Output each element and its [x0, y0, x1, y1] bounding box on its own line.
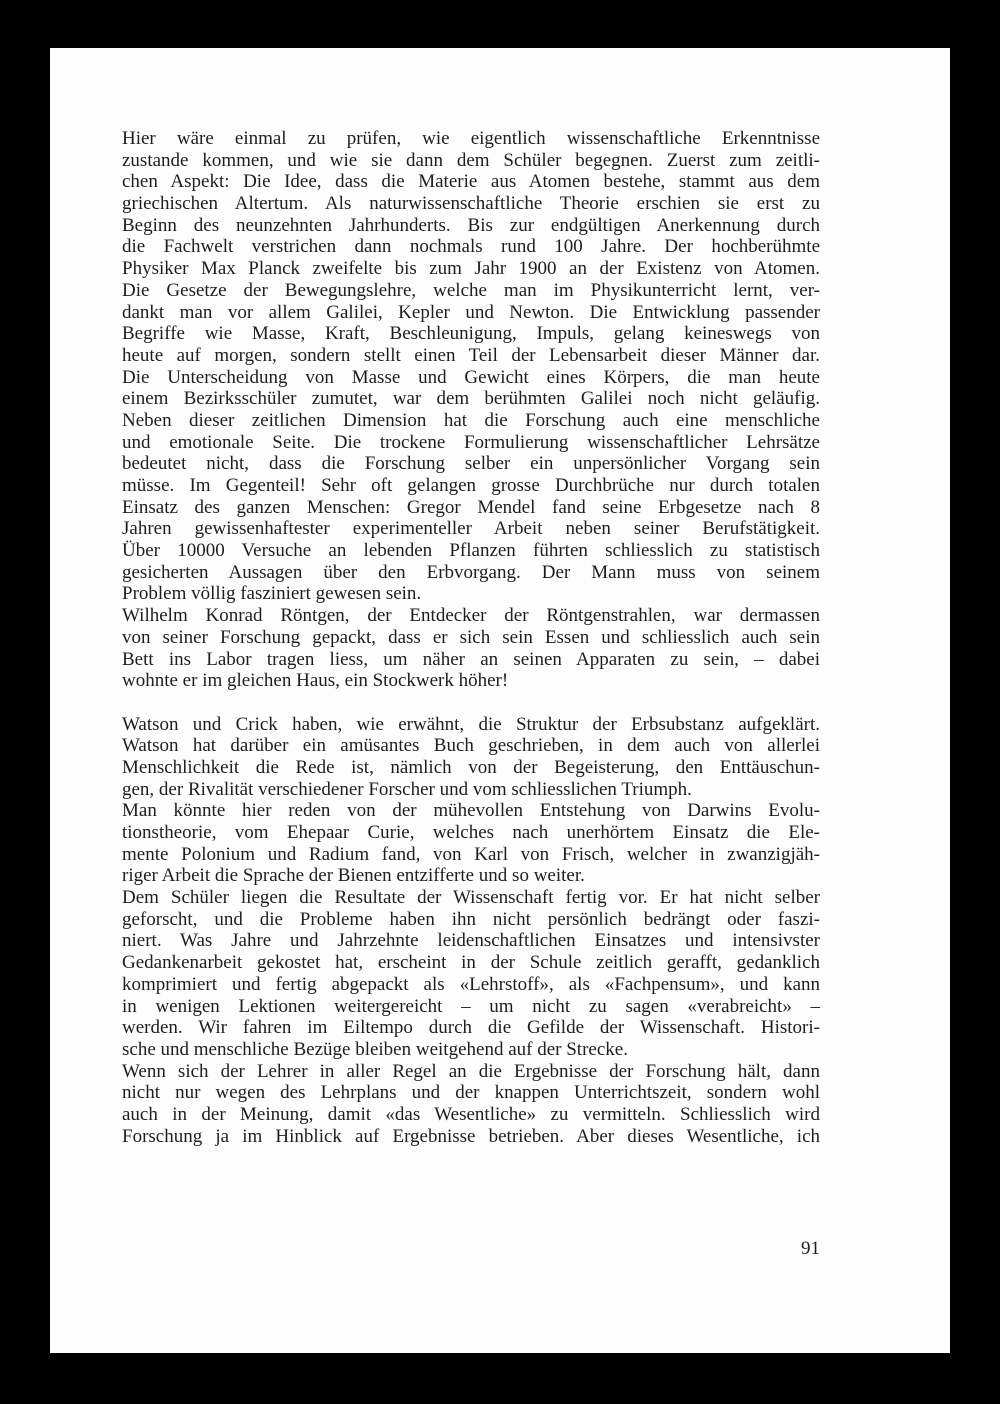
text-line: sche und menschliche Bezüge bleiben weitgehend auf der Strecke. [122, 1038, 628, 1060]
text-line: Wilhelm Konrad Röntgen, der Entdecker der Röntgenstrahlen, war dermassen [122, 605, 820, 627]
text-line: Über 10000 Versuche an lebenden Pflanzen führten schliesslich zu statistisch [122, 540, 820, 562]
text-line: geforscht, und die Probleme haben ihn nicht persönlich bedrängt oder faszi- [122, 908, 820, 930]
text-line: Jahren gewissenhaftester experimenteller Arbeit neben seiner Berufstätigkeit. [122, 518, 820, 540]
text-line: zustande kommen, und wie sie dann dem Schüler begegnen. Zuerst zum zeitli- [122, 149, 820, 171]
text-line: Menschlichkeit die Rede ist, nämlich von der Begeisterung, den Enttäuschun- [122, 756, 820, 778]
text-line: Physiker Max Planck zweifelte bis zum Jahr 1900 an der Existenz von Atomen. [122, 258, 820, 280]
paragraph [122, 800, 820, 887]
text-line: Wenn sich der Lehrer in aller Regel an die Ergebnisse der Forschung hält, dann [122, 1060, 820, 1082]
body-text [122, 128, 820, 1147]
text-line: Watson hat darüber ein amüsantes Buch geschrieben, in dem auch von allerlei [122, 735, 820, 757]
text-line: Problem völlig fasziniert gewesen sein. [122, 583, 422, 605]
text-line: Hier wäre einmal zu prüfen, wie eigentlich wissenschaftliche Erkenntnisse [122, 128, 820, 149]
text-line: Einsatz des ganzen Menschen: Gregor Mendel fand seine Erbgesetze nach 8 [122, 496, 820, 518]
paragraph [122, 1061, 820, 1148]
text-line: werden. Wir fahren im Eiltempo durch die Gefilde der Wissenschaft. Histori- [122, 1017, 820, 1039]
text-line: chen Aspekt: Die Idee, dass die Materie aus Atomen bestehe, stammt aus dem [122, 171, 820, 193]
text-line: Beginn des neunzehnten Jahrhunderts. Bis zur endgültigen Anerkennung durch [122, 214, 820, 236]
text-line: heute auf morgen, sondern stellt einen Teil der Lebensarbeit dieser Männer dar. [122, 344, 820, 366]
text-line: gen, der Rivalität verschiedener Forscher und vom schliesslichen Triumph. [122, 778, 692, 800]
text-line: niert. Was Jahre und Jahrzehnte leidenschaftlichen Einsatzes und intensivster [122, 930, 820, 952]
text-line: bedeutet nicht, dass die Forschung selber ein unpersönlicher Vorgang sein [122, 453, 820, 475]
text-line: dankt man vor allem Galilei, Kepler und Newton. Die Entwicklung passender [122, 301, 820, 323]
text-line: müsse. Im Gegenteil! Sehr oft gelangen grosse Durchbrüche nur durch totalen [122, 475, 820, 496]
paragraph [122, 887, 820, 1061]
text-line: mente Polonium und Radium fand, von Karl von Frisch, welcher in zwanzigjäh- [122, 843, 820, 865]
text-line: Begriffe wie Masse, Kraft, Beschleunigung, Impuls, gelang keineswegs von [122, 323, 820, 345]
text-line: Bett ins Labor tragen liess, um näher an seinen Apparaten zu sein, – dabei [122, 648, 820, 670]
text-line: Gedankenarbeit gekostet hat, erscheint in der Schule zeitlich gerafft, gedanklich [122, 952, 820, 974]
paragraph [122, 128, 820, 605]
text-line: Die Gesetze der Bewegungslehre, welche man im Physikunterricht lernt, ver- [122, 279, 820, 301]
page-number: 91 [801, 1238, 820, 1259]
text-line: wohnte er im gleichen Haus, ein Stockwerk höher! [122, 670, 509, 692]
text-line: von seiner Forschung gepackt, dass er sich sein Essen und schliesslich auch sein [122, 626, 820, 648]
section-gap [122, 692, 820, 714]
text-line: Dem Schüler liegen die Resultate der Wissenschaft fertig vor. Er hat nicht selber [122, 887, 820, 909]
paragraph [122, 714, 820, 801]
text-line: auch in der Meinung, damit «das Wesentliche» zu vermitteln. Schliesslich wird [122, 1103, 820, 1125]
text-line: gesicherten Aussagen über den Erbvorgang. Der Mann muss von seinem [122, 561, 820, 583]
document-page [50, 48, 950, 1353]
text-line: Watson und Crick haben, wie erwähnt, die Struktur der Erbsubstanz aufgeklärt. [122, 713, 820, 735]
text-line: und emotionale Seite. Die trockene Formulierung wissenschaftlicher Lehrsätze [122, 431, 820, 453]
text-line: tionstheorie, vom Ehepaar Curie, welches nach unerhörtem Einsatz die Ele- [122, 822, 820, 843]
text-line: einem Bezirksschüler zumutet, war dem berühmten Galilei noch nicht geläufig. [122, 388, 820, 410]
text-line: Forschung ja im Hinblick auf Ergebnisse betrieben. Aber dieses Wesentliche, ich [122, 1125, 820, 1147]
text-line: griechischen Altertum. Als naturwissenschaftliche Theorie erschien sie erst zu [122, 193, 820, 215]
text-line: riger Arbeit die Sprache der Bienen entzifferte und so weiter. [122, 865, 585, 887]
text-line: nicht nur wegen des Lehrplans und der knappen Unterrichtszeit, sondern wohl [122, 1082, 820, 1104]
text-line: komprimiert und fertig abgepackt als «Lehrstoff», als «Fachpensum», und kann [122, 973, 820, 995]
text-line: Man könnte hier reden von der mühevollen Entstehung von Darwins Evolu- [122, 800, 820, 822]
paragraph [122, 605, 820, 692]
text-line: die Fachwelt verstrichen dann nochmals rund 100 Jahre. Der hochberühmte [122, 236, 820, 258]
text-line: Neben dieser zeitlichen Dimension hat die Forschung auch eine menschliche [122, 409, 820, 431]
text-line: in wenigen Lektionen weitergereicht – um nicht zu sagen «verabreicht» – [122, 995, 820, 1017]
text-line: Die Unterscheidung von Masse und Gewicht eines Körpers, die man heute [122, 366, 820, 388]
